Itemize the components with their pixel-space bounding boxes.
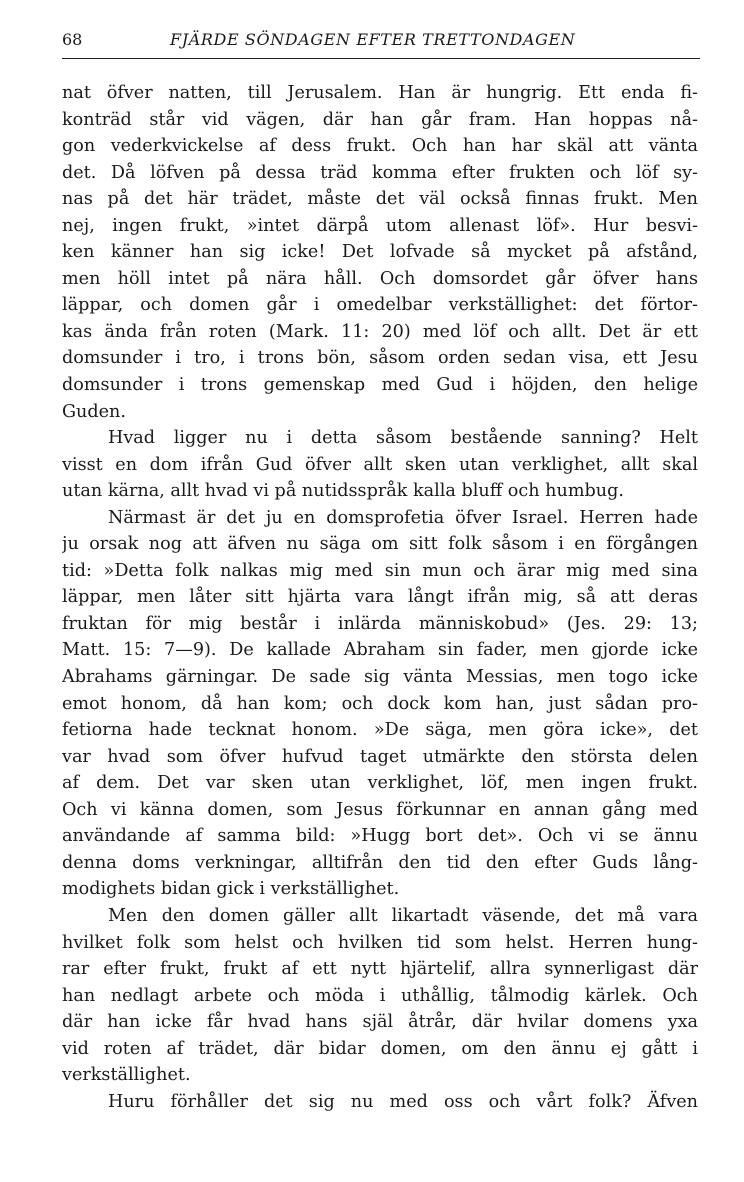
text-line: denna doms verkningar, alltifrån den tid den efter Guds lång- [62,852,698,873]
text-line: modighets bidan gick i verkställighet. [62,879,400,900]
text-line: gon vederkvickelse af dess frukt. Och han har skäl att vänta [62,136,698,157]
text-line: Och vi känna domen, som Jesus förkunnar en annan gång med [62,799,698,820]
text-line: ken känner han sig icke! Det lofvade så mycket på afstånd, [62,242,698,263]
text-line: Hvad ligger nu i detta såsom bestående sanning? Helt [108,428,698,449]
text-line: nas på det här trädet, måste det väl också finnas frukt. Men [62,189,698,210]
text-line: Huru förhåller det sig nu med oss och vårt folk? Äfven [108,1091,698,1112]
text-line: Guden. [62,401,126,422]
text-line: rar efter frukt, frukt af ett nytt hjärtelif, allra synnerligast där [62,959,698,980]
text-line: läppar, och domen går i omedelbar verkställighet: det förtor- [62,295,698,316]
page-number: 68 [62,30,83,49]
text-line: kas ända från roten (Mark. 11: 20) med löf och allt. Det är ett [62,321,698,342]
text-line: nej, ingen frukt, »intet därpå utom allenast löf». Hur besvi- [62,215,698,236]
text-line: fetiorna hade tecknat honom. »De säga, men göra icke», det [62,720,698,741]
text-line: konträd står vid vägen, där han går fram. Han hoppas nå- [62,109,698,130]
text-line: domsunder i tro, i trons bön, såsom orden sedan visa, ett Jesu [62,348,698,369]
text-line: ju orsak nog att äfven nu säga om sitt folk såsom i en förgången [62,534,698,555]
text-line: utan kärna, allt hvad vi på nutidsspråk kalla bluff och humbug. [62,481,624,502]
text-line: fruktan för mig består i inlärda människobud» (Jes. 29: 13; [62,613,698,634]
text-line: det. Då löfven på dessa träd komma efter frukten och löf sy- [62,162,698,183]
text-line: nat öfver natten, till Jerusalem. Han är hungrig. Ett enda fi- [62,83,698,103]
text-line: verkställighet. [62,1065,191,1086]
text-line: Men den domen gäller allt likartadt väsende, det må vara [108,905,698,926]
text-line: vid roten af trädet, där bidar domen, om den ännu ej gått i [62,1038,698,1059]
text-line: hvilket folk som helst och hvilken tid som helst. Herren hung- [62,932,698,953]
text-line: men höll intet på nära håll. Och domsordet går öfver hans [62,268,698,289]
running-title: FJÄRDE SÖNDAGEN EFTER TRETTONDAGEN [170,30,576,49]
text-line: läppar, men låter sitt hjärta vara långt ifrån mig, så att deras [62,587,698,608]
text-line: användande af samma bild: »Hugg bort det». Och vi se ännu [62,826,698,847]
text-line: Abrahams gärningar. De sade sig vänta Messias, men togo icke [62,667,698,688]
text-line: visst en dom ifrån Gud öfver allt sken utan verklighet, allt skal [62,454,698,475]
text-line: han nedlagt arbete och möda i uthållig, tålmodig kärlek. Och [62,985,698,1006]
text-line: domsunder i trons gemenskap med Gud i höjden, den helige [62,375,698,396]
text-line: Matt. 15: 7—9). De kallade Abraham sin fader, men gjorde icke [62,640,698,661]
body-text [62,80,698,1115]
page-header [62,28,698,58]
text-line: Närmast är det ju en domsprofetia öfver Israel. Herren hade [108,507,698,528]
text-line: af dem. Det var sken utan verklighet, löf, men ingen frukt. [62,773,698,794]
header-rule [62,58,700,59]
text-line: emot honom, då han kom; och dock kom han, just sådan pro- [62,693,698,714]
text-line: där han icke får hvad hans själ åtrår, där hvilar domens yxa [62,1012,698,1033]
text-line: tid: »Detta folk nalkas mig med sin mun och ärar mig med sina [62,560,698,581]
text-line: var hvad som öfver hufvud taget utmärkte den största delen [62,746,698,767]
